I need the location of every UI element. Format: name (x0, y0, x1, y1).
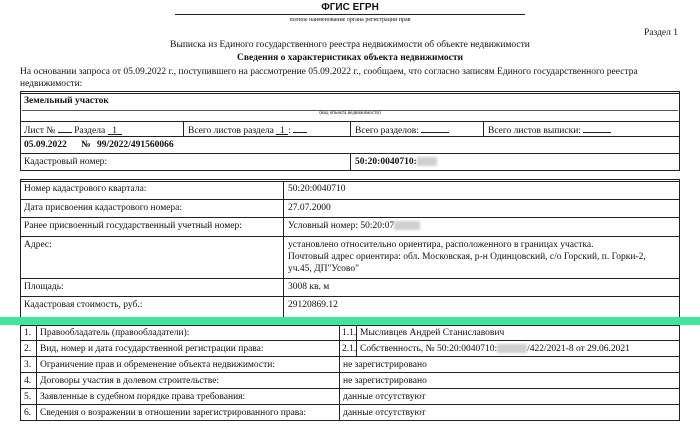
redacted-mark (394, 221, 420, 230)
property-label: Дата присвоения кадастрового номера: (24, 203, 183, 213)
address-line: уч.45, ДП"Усово" (288, 264, 359, 274)
property-label: Кадастровая стоимость, руб.: (24, 300, 143, 310)
rights-value: данные отсутствуют (343, 392, 426, 402)
extract-date-number (24, 140, 174, 150)
rights-label: Правообладатель (правообладатели): (40, 328, 190, 338)
redacted-mark (497, 344, 527, 353)
rights-value: Мысливцев Андрей Станиславович (360, 328, 505, 338)
total-sheets-label: Всего листов раздела (188, 126, 274, 136)
rights-value: Собственность, № 50:20:0040710: /422/2021-8 от 29.06.2021 (360, 344, 630, 354)
sheet-label: Лист № (24, 126, 56, 136)
object-type-caption: (вид объекта недвижимости) (319, 111, 381, 116)
row-number: 2. (24, 344, 32, 354)
extract-subtitle: Сведения о характеристиках объекта недвижимости (237, 53, 463, 63)
rights-value: не зарегистрировано (343, 376, 427, 386)
address-line: Почтовый адрес ориентира: обл. Московская, р-н Одинцовский, с/о Горский, п. Горки-2, (288, 252, 646, 262)
section-word: Раздела (74, 126, 106, 136)
property-label: Номер кадастрового квартала: (24, 184, 147, 194)
total-sections-label: Всего разделов: (355, 126, 419, 136)
basis-line-2: недвижимости: (20, 79, 83, 89)
total-sections-info (355, 124, 449, 136)
rights-label: Вид, номер и дата государственной регистрации права: (40, 344, 264, 354)
cadastral-label: Кадастровый номер: (24, 157, 108, 167)
property-label: Площадь: (24, 282, 64, 292)
cadastral-number: 50:20:0040710: (355, 157, 437, 167)
rights-label: Сведения о возражении в отношении зарегистрированного права: (40, 408, 307, 418)
property-value: 29120869.12 (288, 300, 338, 310)
row-number: 1. (24, 328, 32, 338)
row-number: 5. (24, 392, 32, 402)
basis-line-1: На основании запроса от 05.09.2022 г., поступившего на рассмотрение 05.09.2022 г., сообщаем, что согласно записям Единого государственного реестра (20, 67, 638, 77)
rights-label: Заявленные в судебном порядке права требования: (40, 392, 246, 402)
property-value: Условный номер: 50:20:07 (288, 221, 420, 231)
total-extract-label: Всего листов выписки: (488, 126, 581, 136)
redacted-mark (417, 157, 437, 166)
rights-value: не зарегистрировано (343, 360, 427, 370)
object-type: Земельный участок (24, 96, 109, 106)
total-sheets-info: Всего листов раздела 1 : (188, 124, 307, 136)
property-value: 27.07.2000 (288, 203, 331, 213)
rights-subnumber: 2.1. (342, 344, 357, 354)
property-value: 50:20:0040710 (288, 184, 346, 194)
sheet-info (24, 124, 122, 136)
property-label: Адрес: (24, 240, 52, 250)
org-caption: полное наименование органа регистрации прав (289, 17, 411, 23)
extract-number: 99/2022/491560066 (97, 140, 174, 150)
org-line (175, 14, 525, 15)
row-number: 6. (24, 408, 32, 418)
row-number: 3. (24, 360, 32, 370)
highlight-bar (0, 317, 700, 325)
system-title: ФГИС ЕГРН (321, 2, 379, 13)
section-label: Раздел 1 (644, 28, 678, 38)
total-sheets-num: 1 (276, 126, 288, 135)
property-value: 3008 кв. м (288, 282, 330, 292)
row-number: 4. (24, 376, 32, 386)
section-num: 1 (108, 126, 122, 135)
property-label: Ранее присвоенный государственный учетный номер: (24, 221, 242, 231)
extract-date: 05.09.2022 (24, 140, 67, 150)
total-extract-info (488, 124, 611, 136)
address-line: установлено относительно ориентира, расположенного в границах участка. (288, 240, 594, 250)
number-label: № (81, 140, 91, 150)
rights-label: Договоры участия в долевом строительстве: (40, 376, 220, 386)
rights-label: Ограничение прав и обременение объекта недвижимости: (40, 360, 275, 370)
rights-value: данные отсутствуют (343, 408, 426, 418)
extract-title: Выписка из Единого государственного реестра недвижимости об объекте недвижимости (170, 40, 530, 50)
rights-subnumber: 1.1. (342, 328, 357, 338)
